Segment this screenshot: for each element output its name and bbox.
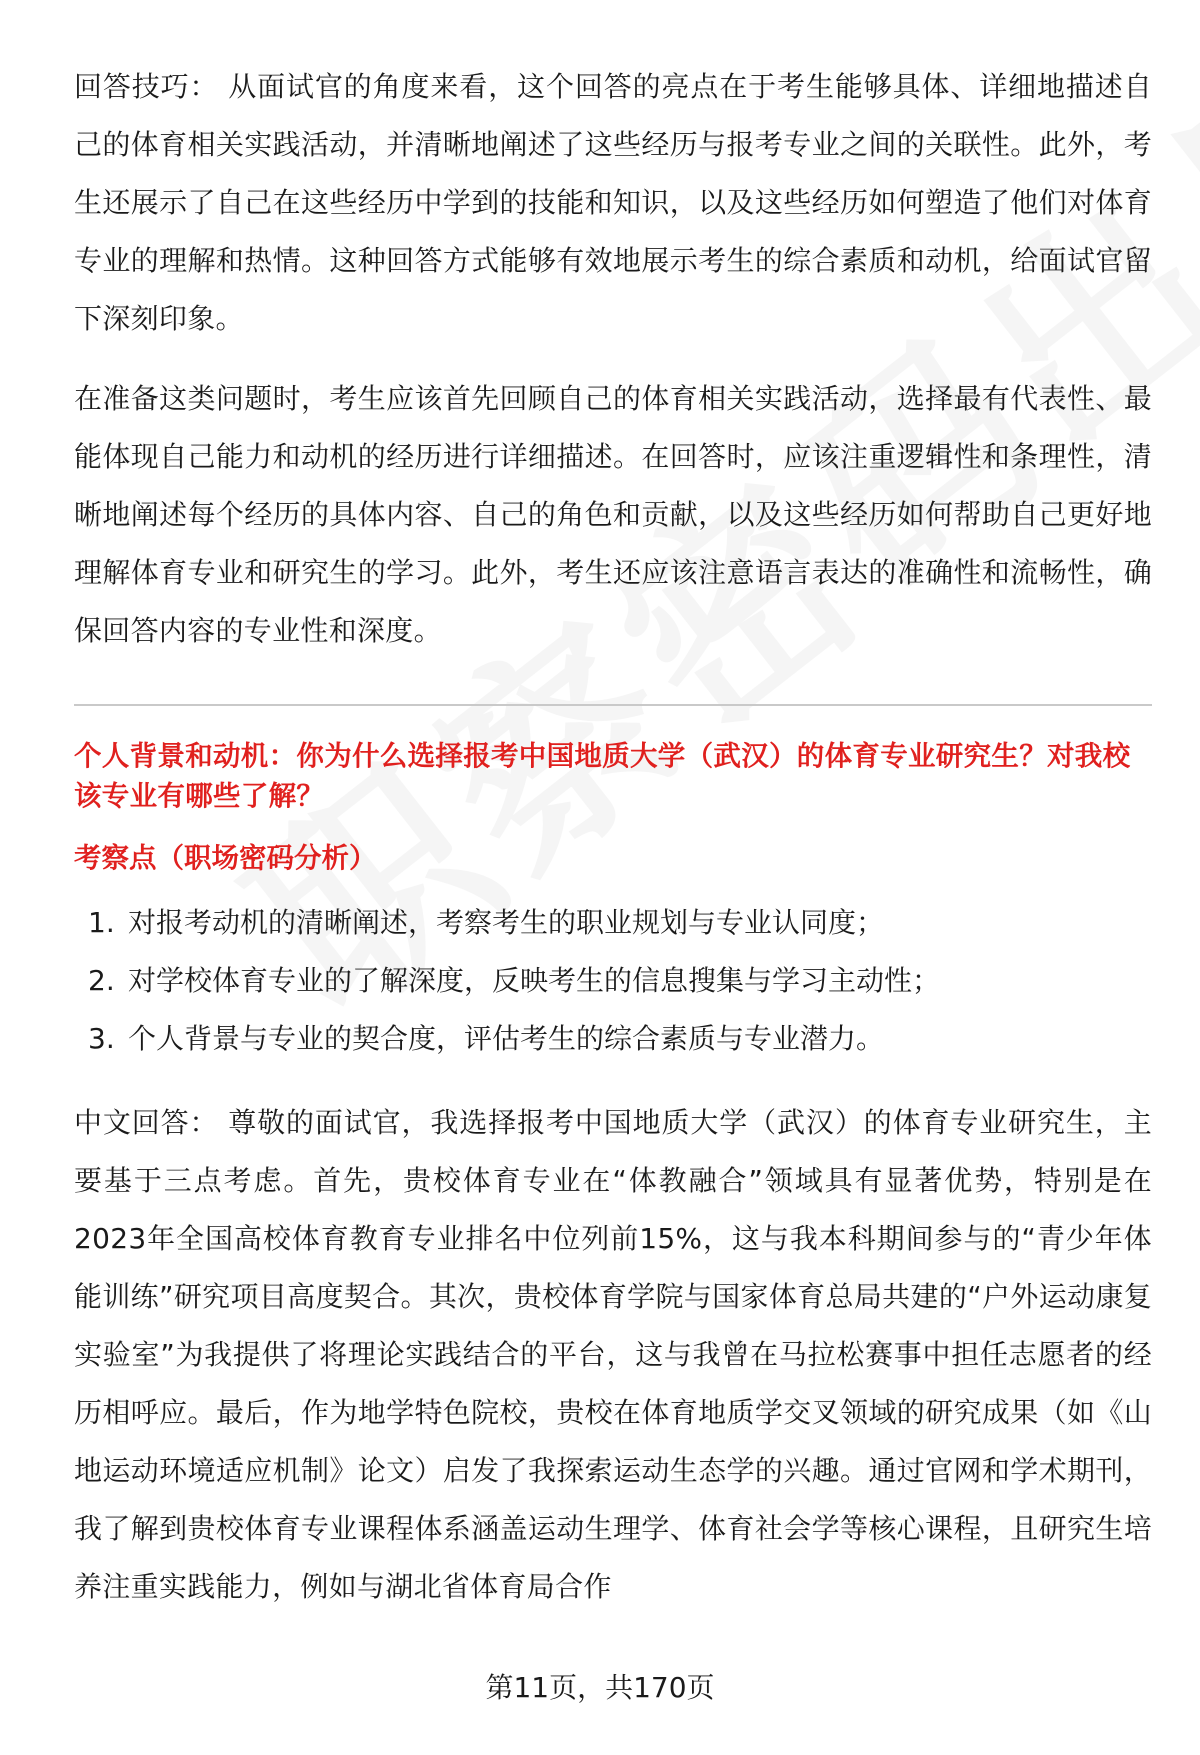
list-item (88, 952, 1152, 1010)
assessment-points-list (88, 894, 1152, 1068)
section-divider (74, 704, 1152, 706)
list-item-number: 2. (88, 964, 115, 997)
list-item (88, 1010, 1152, 1068)
preparation-advice-paragraph: 在准备这类问题时，考生应该首先回顾自己的体育相关实践活动，选择最有代表性、最能体现自己能力和动机的经历进行详细描述。在回答时，应该注重逻辑性和条理性，清晰地阐述每个经历的具体内容、自己的角色和贡献，以及这些经历如何帮助自己更好地理解体育专业和研究生的学习。此外，考生还应该注意语言表达的准确性和流畅性，确保回答内容的专业性和深度。 (74, 382, 1152, 647)
list-item-number: 1. (88, 906, 115, 939)
list-item-text: 对学校体育专业的了解深度，反映考生的信息搜集与学习主动性； (128, 964, 941, 997)
page-number-footer: 第11页，共170页 (485, 1671, 715, 1704)
list-item-number: 3. (88, 1022, 115, 1055)
list-item-text: 对报考动机的清晰阐述，考察考生的职业规划与专业认同度； (128, 906, 885, 939)
sample-answer-paragraph: 中文回答： 尊敬的面试官，我选择报考中国地质大学（武汉）的体育专业研究生，主要基于三点考虑。首先，贵校体育专业在“体教融合”领域具有显著优势，特别是在2023年全国高校体育教育专业排名中位列前15%，这与我本科期间参与的“青少年体能训练”研究项目高度契合。其次，贵校体育学院与国家体育总局共建的“户外运动康复实验室”为我提供了将理论实践结合的平台，这与我曾在马拉松赛事中担任志愿者的经历相呼应。最后，作为地学特色院校，贵校在体育地质学交叉领域的研究成果（如《山地运动环境适应机制》论文）启发了我探索运动生态学的兴趣。通过官网和学术期刊，我了解到贵校体育专业课程体系涵盖运动生理学、体育社会学等核心课程，且研究生培养注重实践能力，例如与湖北省体育局合作 (74, 1106, 1152, 1603)
assessment-points-heading: 考察点（职场密码分析） (74, 842, 377, 874)
answer-tips-paragraph: 回答技巧： 从面试官的角度来看，这个回答的亮点在于考生能够具体、详细地描述自己的体育相关实践活动，并清晰地阐述了这些经历与报考专业之间的关联性。此外，考生还展示了自己在这些经历中学到的技能和知识，以及这些经历如何塑造了他们对体育专业的理解和热情。这种回答方式能够有效地展示考生的综合素质和动机，给面试官留下深刻印象。 (74, 70, 1152, 335)
interview-question: 个人背景和动机：你为什么选择报考中国地质大学（武汉）的体育专业研究生？对我校该专业有哪些了解？ (74, 740, 1131, 812)
page-content (74, 58, 1152, 1616)
list-item (88, 894, 1152, 952)
list-item-text: 个人背景与专业的契合度，评估考生的综合素质与专业潜力。 (128, 1022, 885, 1055)
